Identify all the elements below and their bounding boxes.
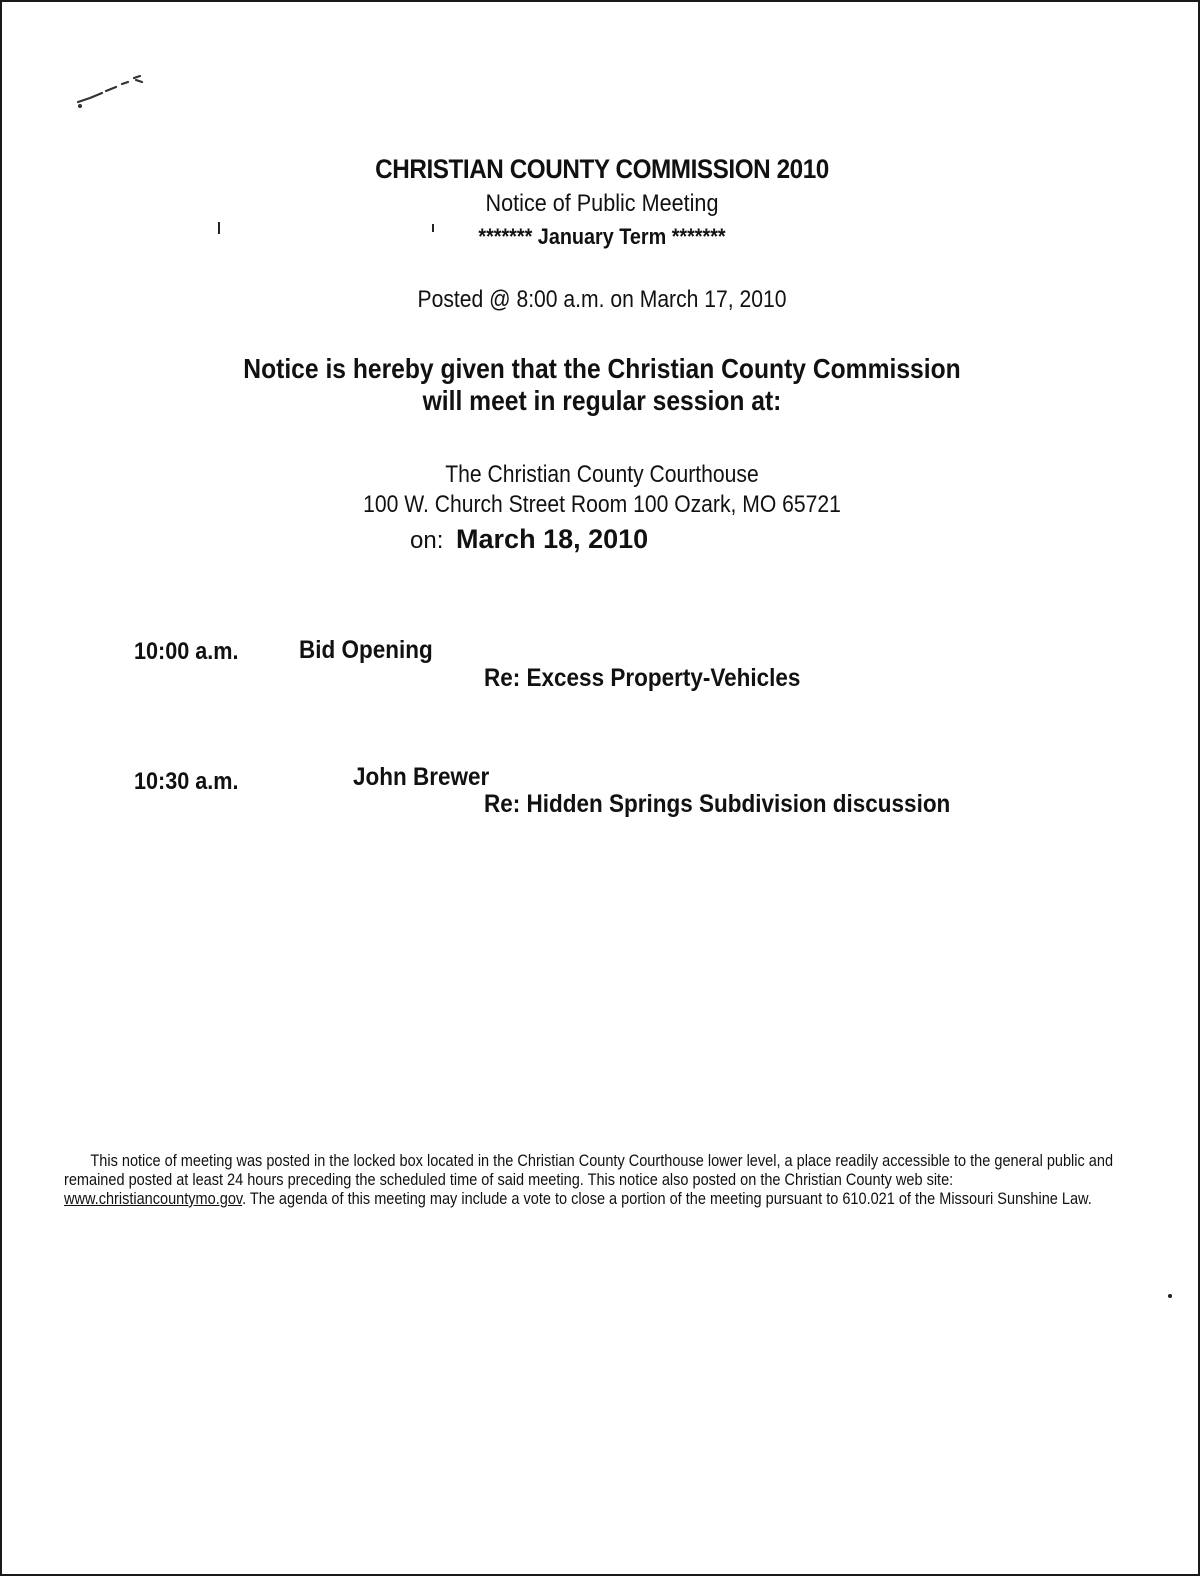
venue-block	[74, 460, 1130, 520]
term-heading: ******* January Term *******	[478, 224, 726, 249]
meeting-date-line	[410, 524, 648, 555]
disclaimer-text: This notice of meeting was posted in the locked box located in the Christian County Courthouse lower level, a place readily accessible to the general public and remained posted at least 24 hours preceding the scheduled time of said meeting. This notice also posted on the Christian County web site:	[64, 1152, 1114, 1189]
disclaimer-text: . The agenda of this meeting may include a vote to close a portion of the meeting pursuant to 610.021 of the Missouri Sunshine Law.	[242, 1190, 1092, 1208]
agenda-item-regarding: Re: Hidden Springs Subdivision discussion	[484, 790, 951, 818]
notice-line: Notice is hereby given that the Christian County Commission	[243, 353, 961, 384]
notice-line: will meet in regular session at:	[422, 385, 782, 416]
scan-artifact-mark	[72, 68, 152, 112]
county-website-link[interactable]: www.christiancountymo.gov	[64, 1190, 243, 1208]
venue-name: The Christian County Courthouse	[445, 461, 759, 488]
posting-disclaimer	[64, 1152, 1120, 1209]
disclaimer-paragraph	[64, 1152, 1120, 1209]
document-title: CHRISTIAN COUNTY COMMISSION 2010	[375, 154, 829, 184]
agenda-item-title: Bid Opening	[299, 636, 433, 664]
notice-statement	[74, 353, 1130, 417]
venue-address: 100 W. Church Street Room 100 Ozark, MO 65721	[363, 491, 841, 518]
agenda-time: 10:00 a.m.	[134, 638, 239, 665]
document-subtitle: Notice of Public Meeting	[485, 190, 719, 217]
agenda-item-regarding: Re: Excess Property-Vehicles	[484, 664, 801, 692]
agenda-time: 10:30 a.m.	[134, 768, 239, 795]
agenda-item-title: John Brewer	[353, 763, 490, 791]
posted-timestamp: Posted @ 8:00 a.m. on March 17, 2010	[417, 286, 787, 313]
date-label: on:	[410, 527, 444, 554]
scan-artifact-dot	[1168, 1294, 1172, 1298]
meeting-date: March 18, 2010	[456, 524, 649, 554]
